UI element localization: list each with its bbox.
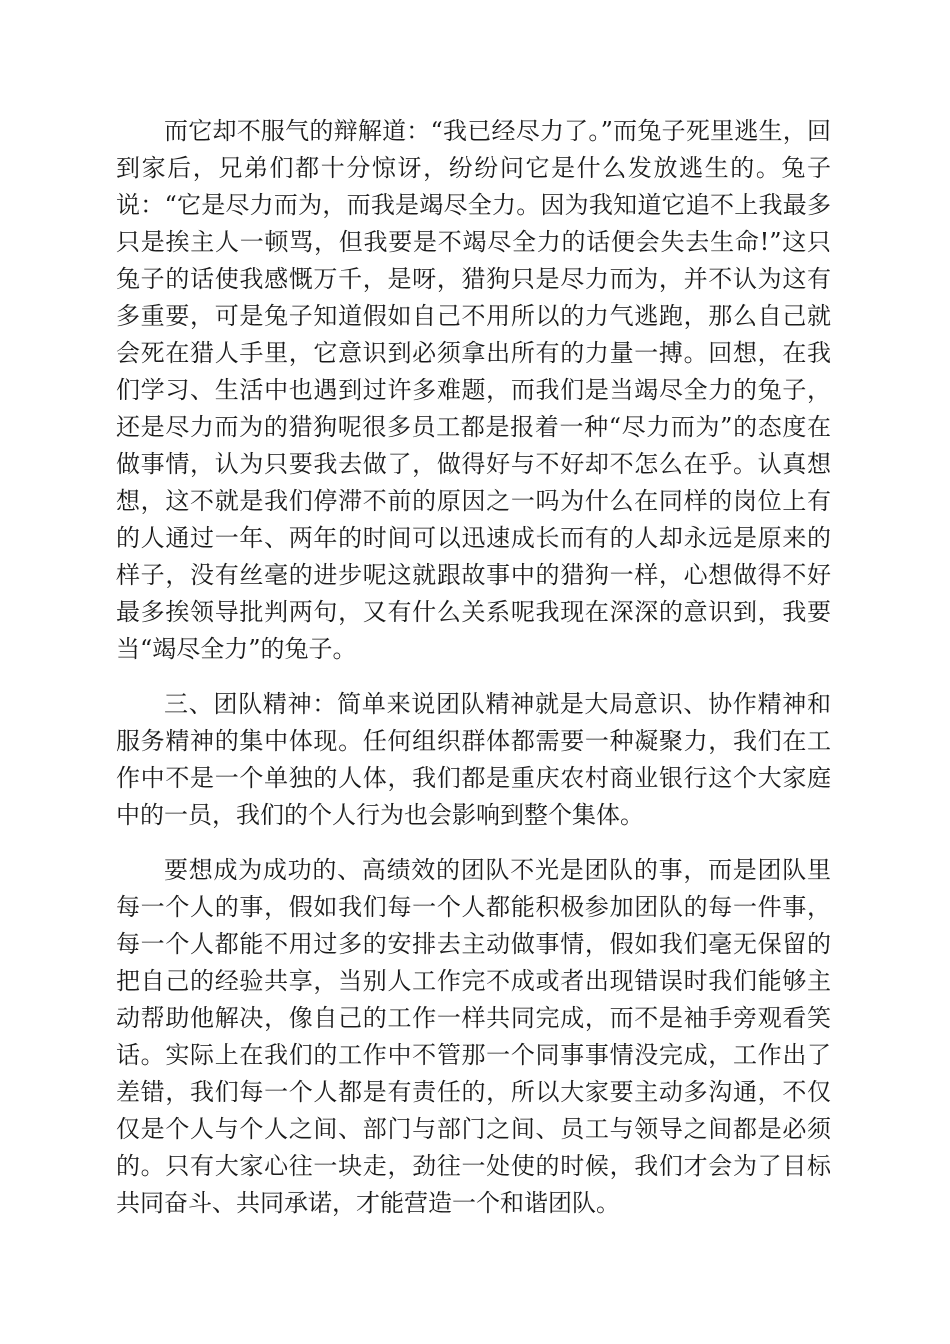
- paragraph-successful-team: 要想成为成功的、高绩效的团队不光是团队的事，而是团队里每一个人的事，假如我们每一个人都能积极参加团队的每一件事，每一个人都能不用过多的安排去主动做事情，假如我们毫无保留的把自己的经验共享，当别人工作完不成或者出现错误时我们能够主动帮助他解决，像自己的工作一样共同完成，而不是袖手旁观看笑话。实际上在我们的工作中不管那一个同事事情没完成，工作出了差错，我们每一个人都是有责任的，所以大家要主动多沟通，不仅仅是个人与个人之间、部门与部门之间、员工与领导之间都是必须的。只有大家心往一块走，劲往一处使的时候，我们才会为了目标共同奋斗、共同承诺，才能营造一个和谐团队。: [116, 856, 831, 1217]
- paragraph-rabbit-story: 而它却不服气的辩解道：“我已经尽力了。”而兔子死里逃生，回到家后，兄弟们都十分惊讶，纷纷问它是什么发放逃生的。兔子说：“它是尽力而为，而我是竭尽全力。因为我知道它追不上我最多只是挨主人一顿骂，但我要是不竭尽全力的话便会失去生命!”这只兔子的话使我感慨万千，是呀，猎狗只是尽力而为，并不认为这有多重要，可是兔子知道假如自己不用所以的力气逃跑，那么自己就会死在猎人手里，它意识到必须拿出所有的力量一搏。回想，在我们学习、生活中也遇到过许多难题，而我们是当竭尽全力的兔子，还是尽力而为的猎狗呢很多员工都是报着一种“尽力而为”的态度在做事情，认为只要我去做了，做得好与不好却不怎么在乎。认真想想，这不就是我们停滞不前的原因之一吗为什么在同样的岗位上有的人通过一年、两年的时间可以迅速成长而有的人却永远是原来的样子，没有丝毫的进步呢这就跟故事中的猎狗一样，心想做得不好最多挨领导批判两句，又有什么关系呢我现在深深的意识到，我要当“竭尽全力”的兔子。: [116, 117, 831, 663]
- document-body: [116, 113, 831, 1222]
- paragraph-team-spirit: 三、团队精神：简单来说团队精神就是大局意识、协作精神和服务精神的集中体现。任何组织群体都需要一种凝聚力，我们在工作中不是一个单独的人体，我们都是重庆农村商业银行这个大家庭中的一员，我们的个人行为也会影响到整个集体。: [116, 690, 831, 829]
